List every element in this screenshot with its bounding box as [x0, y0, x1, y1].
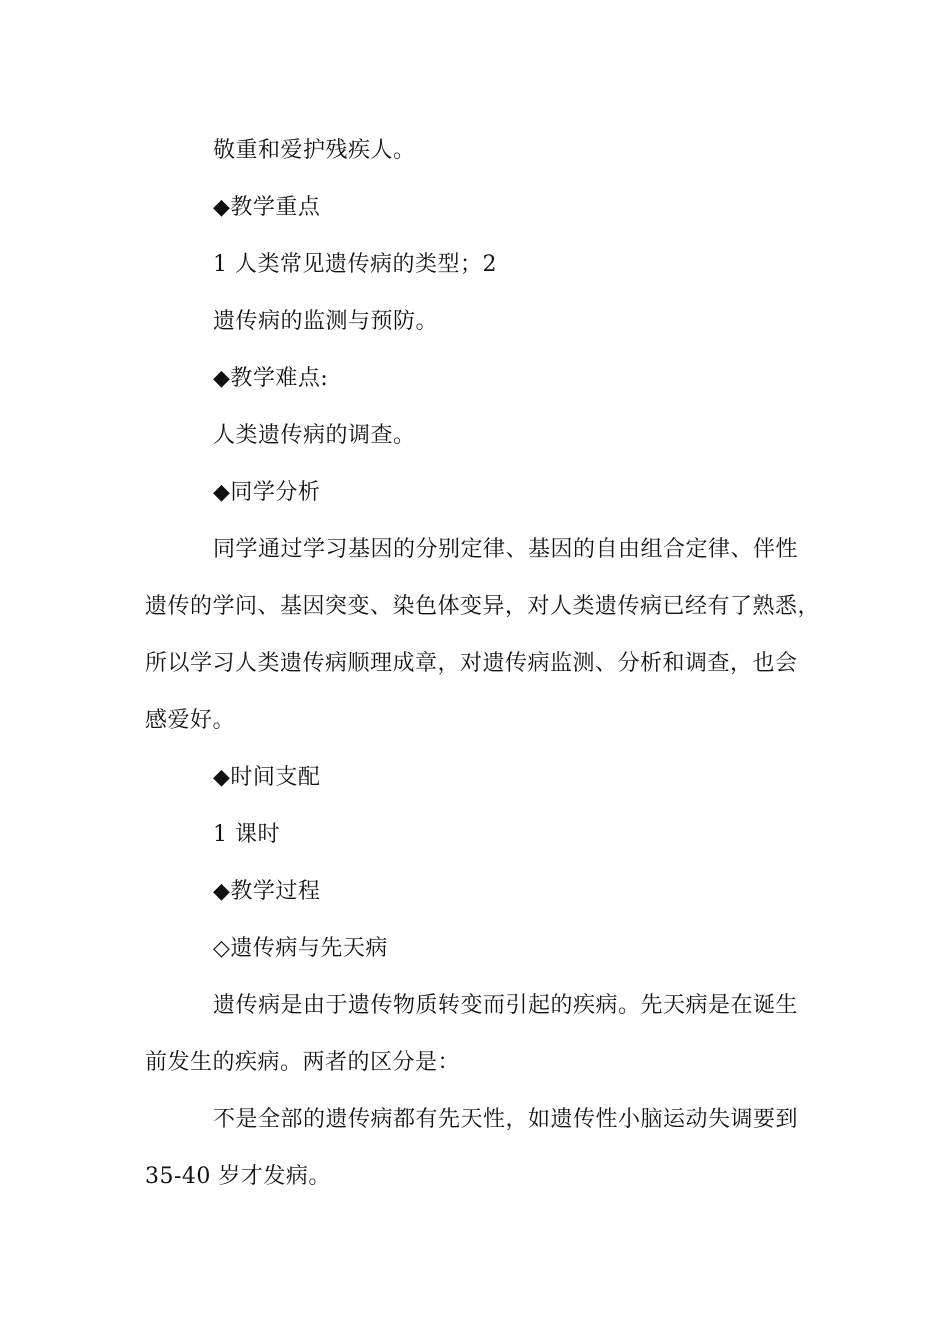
paragraph-line: 不是全部的遗传病都有先天性，如遗传性小脑运动失调要到 [213, 1107, 799, 1132]
section-heading-time: ◆时间支配 [213, 765, 321, 790]
text-line: 遗传病的监测与预防。 [213, 309, 439, 334]
text-line: 敬重和爱护残疾人。 [213, 138, 416, 163]
paragraph-line: 感爱好。 [145, 708, 236, 733]
paragraph-line: 同学通过学习基因的分别定律、基因的自由组合定律、伴性 [213, 537, 799, 562]
paragraph-line: 遗传的学问、基因突变、染色体变异，对人类遗传病已经有了熟悉， [145, 594, 821, 619]
paragraph-line: 所以学习人类遗传病顺理成章，对遗传病监测、分析和调查，也会 [145, 651, 798, 676]
paragraph-line: 前发生的疾病。两者的区分是： [145, 1050, 461, 1075]
subsection-heading: ◇遗传病与先天病 [213, 936, 388, 961]
text-line: 1 课时 [213, 822, 280, 847]
text-line: 人类遗传病的调查。 [213, 423, 416, 448]
section-heading-student-analysis: ◆同学分析 [213, 480, 321, 505]
paragraph-line: 遗传病是由于遗传物质转变而引起的疾病。先天病是在诞生 [213, 993, 799, 1018]
section-heading-key-points: ◆教学重点 [213, 195, 321, 220]
section-heading-difficulties: ◆教学难点: [213, 366, 329, 391]
paragraph-line: 35-40 岁才发病。 [145, 1164, 331, 1189]
section-heading-process: ◆教学过程 [213, 879, 321, 904]
text-line: 1 人类常见遗传病的类型；2 [213, 252, 497, 277]
